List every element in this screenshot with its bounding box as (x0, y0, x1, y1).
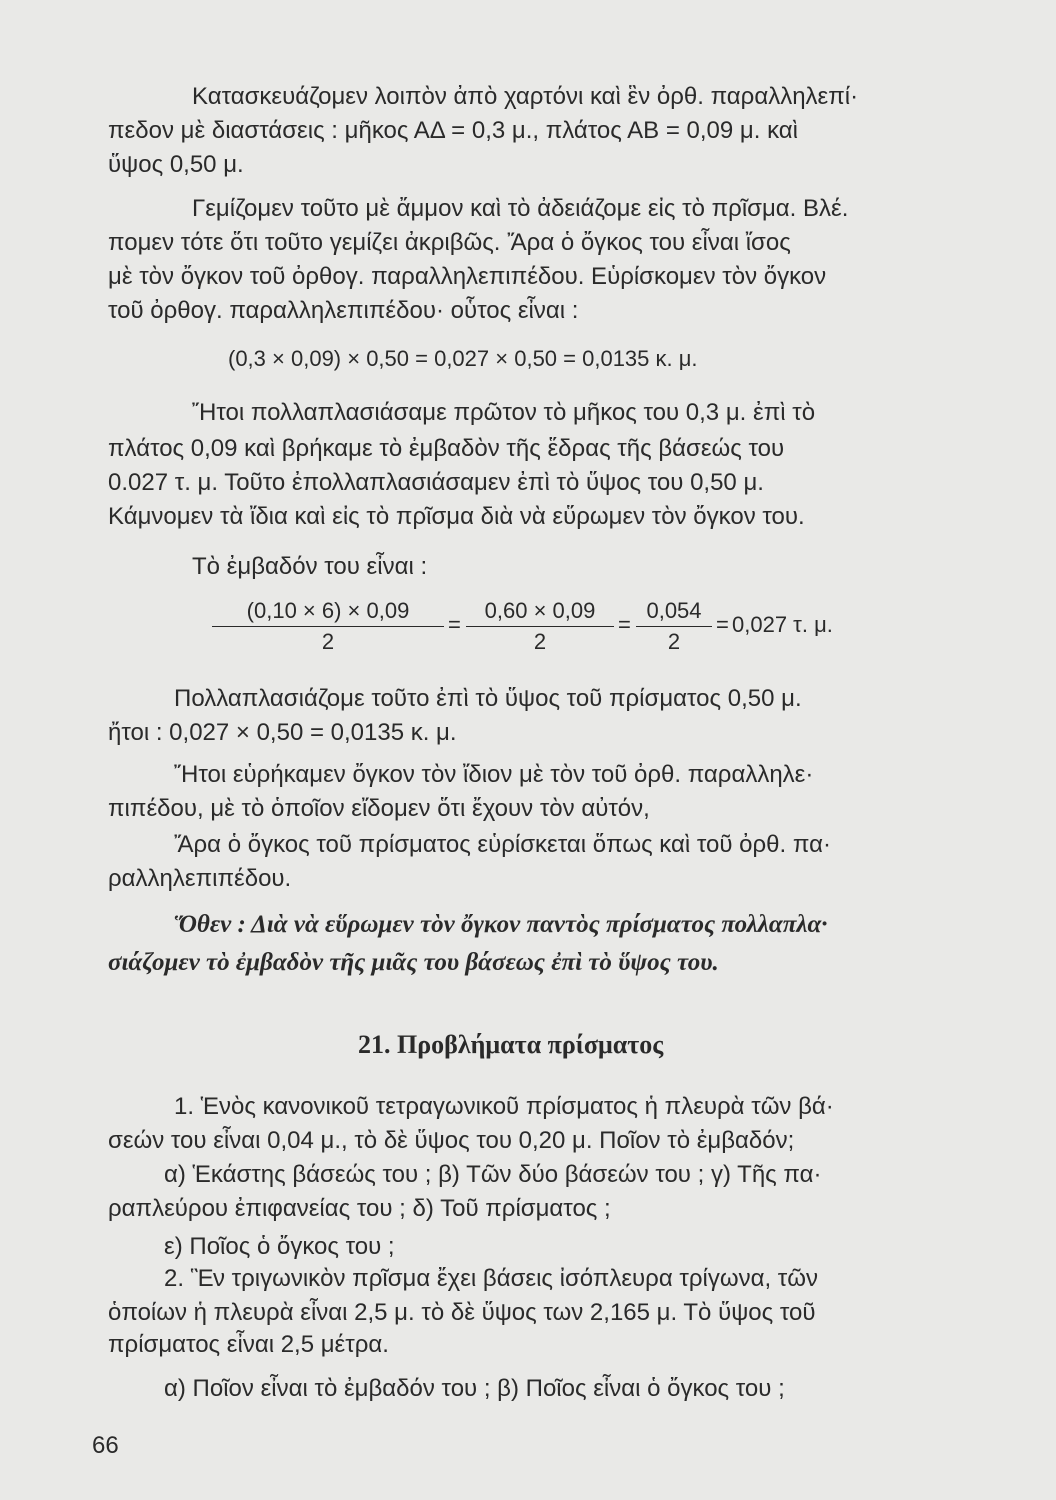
problem-line: α) Ποῖον εἶναι τὸ ἐμβαδόν του ; β) Ποῖος εἶναι ὁ ὄγκος του ; (164, 1375, 785, 1402)
fraction-bar (212, 626, 444, 627)
equals-sign: = (716, 612, 729, 637)
problem-line: πρίσματος εἶναι 2,5 μέτρα. (108, 1331, 389, 1358)
text-line: Κάμνομεν τὰ ἴδια καὶ εἰς τὸ πρῖσμα διὰ νὰ εὕρωμεν τὸν ὄγκον του. (108, 503, 805, 530)
text-line: ὕψος 0,50 μ. (108, 151, 244, 178)
page-number: 66 (92, 1432, 119, 1459)
text-line: ἤτοι : 0,027 × 0,50 = 0,0135 κ. μ. (108, 719, 457, 746)
text-line: Γεμίζομεν τοῦτο μὲ ἄμμον καὶ τὸ ἀδειάζομε εἰς τὸ πρῖσμα. Βλέ. (192, 195, 849, 222)
text-line: μὲ τὸν ὄγκον τοῦ ὀρθογ. παραλληλεπιπέδου. Εὑρίσκομεν τὸν ὄγκον (108, 263, 827, 290)
fraction-numerator: (0,10 × 6) × 0,09 (246, 598, 410, 623)
area-intro: Τὸ ἐμβαδόν του εἶναι : (192, 553, 428, 580)
text-line: τοῦ ὀρθογ. παραλληλεπιπέδου· οὗτος εἶναι : (108, 297, 579, 324)
text-line: Πολλαπλασιάζομε τοῦτο ἐπὶ τὸ ὕψος τοῦ πρίσματος 0,50 μ. (174, 685, 802, 712)
equals-sign: = (618, 612, 631, 637)
text-line: 0.027 τ. μ. Τοῦτο ἐπολλαπλασιάσαμεν ἐπὶ τὸ ὕψος του 0,50 μ. (108, 469, 764, 496)
problem-line: σεών του εἶναι 0,04 μ., τὸ δὲ ὕψος του 0,20 μ. Ποῖον τὸ ἐμβαδόν; (108, 1127, 795, 1154)
text-line: πλάτος 0,09 καὶ βρήκαμε τὸ ἐμβαδὸν τῆς ἕδρας τῆς βάσεώς του (108, 435, 785, 462)
fraction-2 (466, 598, 614, 655)
problem-line: 2. Ἓν τριγωνικὸν πρῖσμα ἔχει βάσεις ἰσόπλευρα τρίγωνα, τῶν (164, 1265, 819, 1292)
volume-formula: (0,3 × 0,09) × 0,50 = 0,027 × 0,50 = 0,0135 κ. μ. (228, 346, 698, 371)
problem-line: 1. Ἑνὸς κανονικοῦ τετραγωνικοῦ πρίσματος ἡ πλευρὰ τῶν βά· (174, 1093, 834, 1120)
problem-line: ὁποίων ἡ πλευρὰ εἶναι 2,5 μ. τὸ δὲ ὕψος των 2,165 μ. Τὸ ὕψος τοῦ (108, 1299, 816, 1326)
rule-text: Ὅθεν : Διὰ νὰ εὕρωμεν τὸν ὄγκον παντὸς πρίσματος πολλαπλα· (174, 911, 828, 938)
problem-line: ραπλεύρου ἐπιφανείας του ; δ) Τοῦ πρίσματος ; (108, 1195, 611, 1222)
text-line: πομεν τότε ὅτι τοῦτο γεμίζει ἀκριβῶς. Ἄρα ὁ ὄγκος του εἶναι ἴσος (108, 229, 791, 256)
section-heading: 21. Προβλήματα πρίσματος (358, 1030, 664, 1059)
fraction-3 (636, 598, 712, 655)
problem-line: ε) Ποῖος ὁ ὄγκος του ; (164, 1233, 395, 1260)
text-line: Ἤτοι πολλαπλασιάσαμε πρῶτον τὸ μῆκος του 0,3 μ. ἐπὶ τὸ (192, 399, 816, 426)
fraction-result: 0,027 τ. μ. (732, 612, 833, 637)
fraction-bar (466, 626, 614, 627)
problem-line: α) Ἑκάστης βάσεώς του ; β) Τῶν δύο βάσεών του ; γ) Τῆς πα· (164, 1161, 822, 1188)
fraction-1 (212, 598, 444, 655)
fraction-numerator: 0,054 (646, 598, 702, 623)
rule-text: σιάζομεν τὸ ἐμβαδὸν τῆς μιᾶς του βάσεως ἐπὶ τὸ ὕψος του. (108, 949, 719, 976)
text-line: ραλληλεπιπέδου. (108, 865, 292, 892)
fraction-denominator: 2 (321, 629, 335, 654)
fraction-numerator: 0,60 × 0,09 (484, 598, 596, 623)
fraction-denominator: 2 (533, 629, 547, 654)
fraction-denominator: 2 (667, 629, 681, 654)
area-fraction-formula (212, 598, 912, 668)
text-line: Ἤτοι εὑρήκαμεν ὄγκον τὸν ἴδιον μὲ τὸν τοῦ ὀρθ. παραλληλε· (174, 761, 814, 788)
text-line: Ἄρα ὁ ὄγκος τοῦ πρίσματος εὑρίσκεται ὅπως καὶ τοῦ ὀρθ. πα· (174, 831, 831, 858)
text-line: πιπέδου, μὲ τὸ ὁποῖον εἴδομεν ὅτι ἔχουν τὸν αὐτόν, (108, 795, 650, 822)
equals-sign: = (448, 612, 461, 637)
text-line: Κατασκευάζομεν λοιπὸν ἀπὸ χαρτόνι καὶ ἓν ὀρθ. παραλληλεπί· (192, 83, 859, 110)
fraction-bar (636, 626, 712, 627)
text-line: πεδον μὲ διαστάσεις : μῆκος ΑΔ = 0,3 μ., πλάτος ΑΒ = 0,09 μ. καὶ (108, 117, 798, 144)
